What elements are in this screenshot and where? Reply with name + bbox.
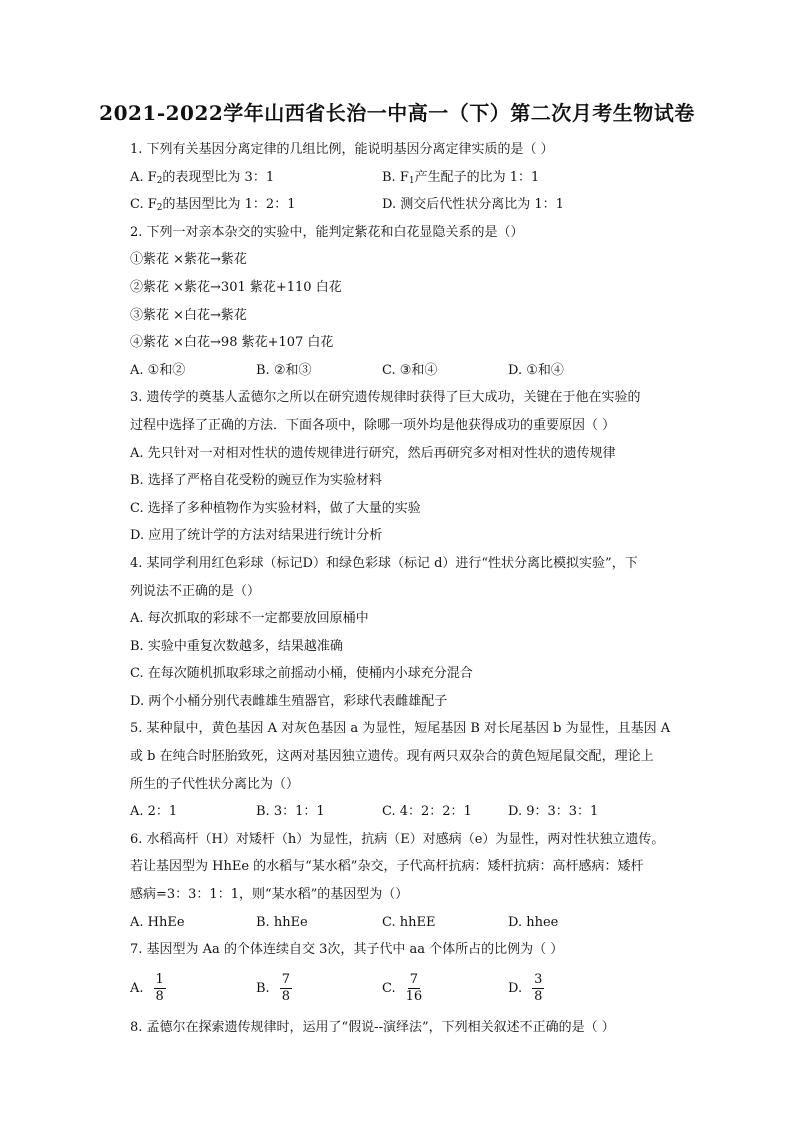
q2-stem: 2. 下列一对亲本杂交的实验中，能判定紫花和白花显隐关系的是（） [130,224,524,240]
q3-option-d: D. 应用了统计学的方法对结果进行统计分析 [130,528,383,544]
q5-option-d: D. 9：3：3：1 [508,804,599,820]
q7-stem: 7. 基因型为 Aa 的个体连续自交 3次，其子代中 aa 个体所占的比例为（ ） [130,942,564,958]
q6-options [130,909,710,937]
q6-stem-line3: 感病=3：3：1：1，则“某水稻”的基因型为（） [130,887,409,903]
q6-stem-line2: 若让基因型为 HhEe 的水稻与“某水稻”杂交，子代高杆抗病：矮杆抗病：高杆感病：矮杆 [130,859,644,875]
q2-item-3: ③紫花 ×白花→紫花 [130,307,247,323]
q4-option-a: A. 每次抓取的彩球不一定都要放回原桶中 [130,611,369,627]
q6-option-a: A. HhEe [130,914,185,930]
q2-option-b: B. ②和③ [256,362,312,378]
q3-option-a: A. 先只针对一对相对性状的遗传规律进行研究，然后再研究多对相对性状的遗传规律 [130,445,616,461]
q5-option-a: A. 2：1 [130,804,178,820]
fraction: $\frac{3}{8}$ [534,972,543,1005]
q5-stem-line1: 5. 某种鼠中，黄色基因 A 对灰色基因 a 为显性，短尾基因 B 对长尾基因 b 为显性，且基因 A [130,721,671,737]
q2-option-d: D. ①和④ [508,362,564,378]
q7-option-a: A. $\frac{1}{8}$ [130,972,164,1005]
q4-stem-line2: 列说法不正确的是（） [130,583,261,599]
q4-option-c: C. 在每次随机抓取彩球之前摇动小桶，使桶内小球充分混合 [130,666,473,682]
q8-stem: 8. 孟德尔在探索遗传规律时，运用了“假说--演绎法”，下列相关叙述不正确的是（ ） [130,1019,615,1035]
q7-option-d: D. $\frac{3}{8}$ [508,972,543,1005]
fraction: $\frac{7}{16}$ [405,972,423,1005]
q7-option-b: B. $\frac{7}{8}$ [256,972,290,1005]
q5-stem-line2: 或 b 在纯合时胚胎致死，这两对基因独立遗传。现有两只双杂合的黄色短尾鼠交配，理论上 [130,749,654,765]
q6-option-b: B. hhEe [256,914,308,930]
q2-option-a: A. ①和② [130,362,186,378]
q1-option-d: D. 测交后代性状分离比为 1：1 [382,197,564,213]
q3-stem-line2: 过程中选择了正确的方法．下面各项中，除哪一项外均是他获得成功的重要原因（ ） [130,417,616,433]
q2-item-1: ①紫花 ×紫花→紫花 [130,252,247,268]
q5-stem-line3: 所生的子代性状分离比为（） [130,776,300,792]
q4-stem-line1: 4. 某同学利用红色彩球（标记D）和绿色彩球（标记 d）进行“性状分离比模拟实验”，下 [130,555,638,571]
q5-option-c: C. 4：2：2：1 [382,804,472,820]
q4-option-d: D. 两个小桶分别代表雌雄生殖器官，彩球代表雌雄配子 [130,693,448,709]
q1-option-c: C. $F_2$的基因型比为 1：2：1 [130,197,296,214]
q6-stem-line1: 6. 水稻高杆（H）对矮杆（h）为显性，抗病（E）对感病（e）为显性，两对性状独立遗传。 [130,831,665,847]
q1-options-row1 [130,164,710,192]
q1-option-b: B. $F_1$产生配子的比为 1：1 [382,169,540,186]
page-title: 2021-2022学年山西省长治一中高一（下）第二次月考生物试卷 [99,101,695,125]
q4-option-b: B. 实验中重复次数越多，结果越准确 [130,638,343,654]
q1-stem: 1. 下列有关基因分离定律的几组比例，能说明基因分离定律实质的是（ ） [130,142,554,157]
q1-option-a: A. $F_2$的表现型比为 3：1 [130,169,275,186]
q6-option-c: C. hhEE [382,914,436,930]
q1-options-row2 [130,191,710,219]
q2-option-c: C. ③和④ [382,362,438,378]
q2-item-2: ②紫花 ×紫花→301 紫花+110 白花 [130,279,342,295]
q3-option-b: B. 选择了严格自花受粉的豌豆作为实验材料 [130,473,382,489]
q6-option-d: D. hhee [508,914,559,930]
q7-option-c: C. $\frac{7}{16}$ [382,972,423,1005]
question-list [130,136,710,1041]
q5-options [130,798,710,826]
q3-stem-line1: 3. 遗传学的奠基人孟德尔之所以在研究遗传规律时获得了巨大成功，关键在于他在实验的 [130,390,641,406]
q5-option-b: B. 3：1：1 [256,804,325,820]
fraction: $\frac{7}{8}$ [281,972,290,1005]
q2-item-4: ④紫花 ×白花→98 紫花+107 白花 [130,335,334,351]
q2-options [130,357,710,385]
fraction: $\frac{1}{8}$ [155,972,164,1005]
q7-options [130,966,710,1012]
q3-option-c: C. 选择了多种植物作为实验材料，做了大量的实验 [130,500,421,516]
